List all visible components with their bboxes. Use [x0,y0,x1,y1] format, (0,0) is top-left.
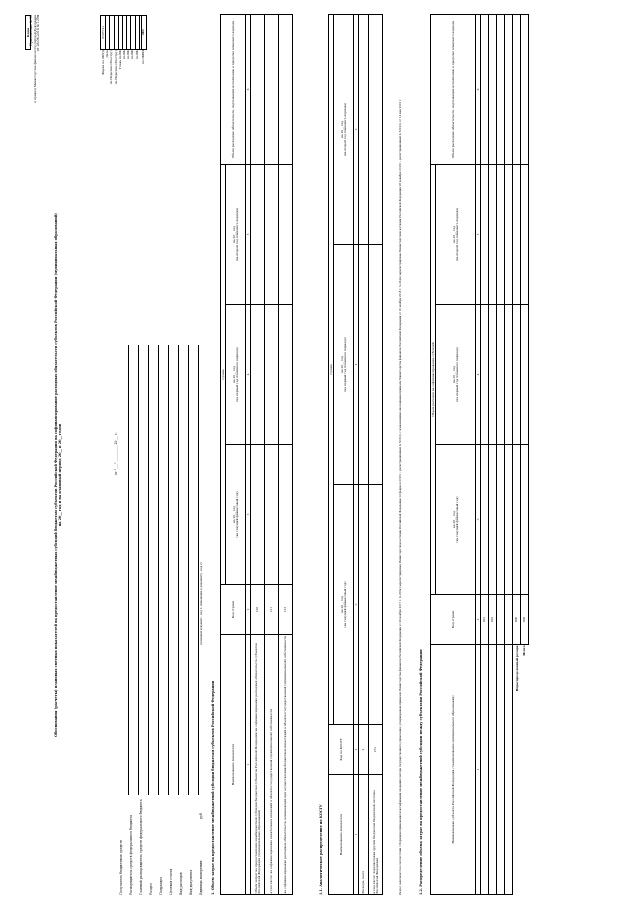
code-value: 383 [141,16,146,50]
field-underline [158,345,159,795]
s1-row-code: 211 [265,585,279,635]
s11-num: 1 [354,775,359,895]
table-row [505,15,513,895]
s11-header-y3: на 20__ год (на второй год планового периода) [334,15,354,245]
header-fields [120,335,210,895]
s12-row-code: 900 [521,595,529,645]
codes-header: Коды [26,16,31,50]
s11-row-name: Расходы, всего [359,775,369,895]
s12-row-name [505,645,513,895]
s11-row-code: 251 [369,725,383,775]
s11-num: 2 [354,725,359,775]
s1-num: 6 [246,15,251,165]
section-1-title: 1. Объем затрат на предоставление межбюджетной субсидии бюджетам субъектов Российской Федерации [211,680,215,895]
code-label: по БК [134,50,139,60]
document-date: от "___" __________ 20___ г. [114,432,118,475]
field-hint: (основной документ - код 1; изменения к документу - код 2) [200,562,203,645]
s12-num: 4 [476,305,481,445]
s12-num: 2 [476,595,481,645]
s12-row-code: 001 [481,595,489,645]
field-label: Вид документа [189,869,193,895]
s1-row-name: Объем затрат на предоставление межбюджетной субсидии бюджетам субъектов Российской Федерации на софинансирование расходных обязательств субъектов Российской Федерации (муниципальных образований) [251,635,265,895]
field-label: Целевая статья [169,868,173,895]
table-row [279,15,293,895]
codes-rows [100,15,147,135]
s12-row-code: 800 [513,595,521,645]
s1-header-y2: на 20__ год (на первый год планового периода) [226,305,246,445]
code-label: по БК [126,50,131,60]
table-row [359,15,369,895]
s1-header-code: Код строки [221,585,246,635]
field-label: Вид расходов [179,872,183,895]
s1-row-code: 210 [251,585,265,635]
field-underline [128,345,129,795]
s1-header-sum: Сумма [221,165,226,585]
appendix-block [30,15,41,115]
s1-num: 4 [246,305,251,445]
s12-row-name [489,645,497,895]
code-label: по ОКЕИ [141,50,146,65]
s12-header-y1: на 20__ год (на текущий финансовый год) [436,445,476,595]
s1-num: 3 [246,445,251,585]
table-row [265,15,279,895]
table-row [481,15,489,895]
s11-num: 5 [354,15,359,245]
field-label: Единица измерения: [199,859,203,895]
s1-header-y1: на 20__ год (на текущий финансовый год) [226,445,246,585]
field-underline [178,345,179,795]
title-line-1: Обоснования (расчеты) плановых сметных показателей на предоставление межбюджетных субсидий бюджетам субъектов Российской Федерации на софинансирование расходных обязательств субъектов Российской Федерации (муниципальных образований) [54,213,58,737]
section-12-title: 1.2. Распределение объема затрат на предоставление межбюджетной субсидии между субъектами Российской Федерации [419,649,423,895]
field-underline [138,345,139,795]
s1-header-name: Наименование показателя [221,635,246,895]
s11-row-code: x [359,725,369,775]
codes-table [25,15,31,135]
field-underline [168,345,169,795]
section-1-table [220,14,293,895]
s1-row-code: 212 [279,585,293,635]
section-11-title: 1.1. Аналитическое распределение по КОСГУ [319,804,323,895]
s1-row-name: на софинансирование расходных обязательств, возникающих при осуществлении бюджетных инвестиций в объекты государственной (муниципальной) собственности [279,635,293,895]
s11-header-y2: на 20__ год (на первый год планового периода) [334,245,354,485]
s11-num: 3 [354,485,359,725]
s1-num: 5 [246,165,251,305]
s11-header-sum: Сумма [329,15,334,725]
table-row [513,15,521,895]
s12-header-code: Код строки [431,595,476,645]
document-title [55,175,63,775]
s12-num: 3 [476,445,481,595]
s12-header-y3: на 20__ год (на второй год планового периода) [436,165,476,305]
code-label: по БК [130,50,135,60]
s11-header-name: Наименование показателя [329,775,354,895]
field-underline [148,345,149,795]
s12-header-sum: Объем расходов на софинансирование субсидий [431,165,436,595]
section-12-table [430,14,529,895]
s12-row-name [497,645,505,895]
s12-row-name [481,645,489,895]
field-underline [198,345,199,795]
s12-header-y2: на 20__ год (на первый год планового периода) [436,305,476,445]
appendix-line-1: Приложение № 98 [29,15,33,46]
field-underline [188,345,189,795]
s1-row-name: в том числе: на софинансирование капитальных вложений в объекты государственной (муниципальной) собственности [265,635,279,895]
s12-row-code [497,595,505,645]
s1-num: 2 [246,585,251,635]
s11-header-y1: на 20__ год (на текущий финансовый год) [334,485,354,725]
code-label: по Перечню (Реестру) [109,50,114,85]
field-label: Распорядитель средств федерального бюджета [129,814,133,895]
s12-row-code [505,595,513,645]
section-11-table [328,14,383,895]
code-label: Дата [105,50,110,58]
s1-header-extra: Объем расходных обязательств, подлежащих исполнению в пределах планового периода [221,15,246,165]
s12-num: 1 [476,645,481,895]
title-line-2: на 20__ год и на плановый период 20__ и 20__ годов [57,423,62,527]
s12-row-name: Итого [522,645,527,656]
code-label: Форма по ОКУД [100,50,105,75]
s12-num: 5 [476,165,481,305]
s11-row-name: в том числе: перечисления другим бюджетам бюджетной системы Российской Федерации [369,775,383,895]
field-label: Раздел [149,883,153,895]
codes-list [100,15,147,135]
s12-num: 6 [476,15,481,165]
appendix-line-2: к приказу Министерства финансов Российской Федерации [32,15,37,103]
s11-header-code: Код по КОСГУ [329,725,354,775]
unit-value: руб [199,813,203,819]
s1-header-y3: на 20__ год (на второй год планового периода) [226,165,246,305]
appendix-line-3: от 28.06.2018 № 139н [36,15,41,52]
code-label: по БК [122,50,127,60]
s12-row-name: Нераспределенный резерв [513,645,521,895]
s12-header-extra: Объем расходных обязательств, подлежащих исполнению в пределах планового периода [431,15,476,165]
s12-header-name: Наименование субъекта Российской Федерации / (наименование муниципального образования) [431,645,476,895]
code-value: 0505741 [101,16,106,50]
table-row [489,15,497,895]
field-label: Главный распорядитель средств федерального бюджета [139,799,143,895]
field-label: Получатель бюджетных средств [119,840,123,895]
footnote: Раздел заполняется в соответствии с Порядком применения классификации операций сектора государственного управления, утвержденным приказом Министерства финансов Российской Федерации от 29 ноября 2017 г. № 209н (зарегистрирован Министерством юстиции Российской Федерации 12 февраля 2018 г., регистрационный № 50003), с изменениями, внесенными приказом Министерства финансов Российской Федерации от 30 ноября 2018 г. № 244н (зарегистрирован Министерством юстиции Российской Федерации 28 декабря 2018 г., регистрационный № 53193), от 14 мая 2019 г. [399,98,402,895]
s12-row-code: 002 [489,595,497,645]
s1-num: 1 [246,635,251,895]
field-label: Подраздел [159,876,163,895]
code-label: по Перечню (Реестру) [113,50,118,85]
code-label: Глава по БК [117,50,122,69]
table-row [521,15,529,895]
table-row [251,15,265,895]
table-row [369,15,383,895]
table-row [497,15,505,895]
s11-num: 4 [354,245,359,485]
